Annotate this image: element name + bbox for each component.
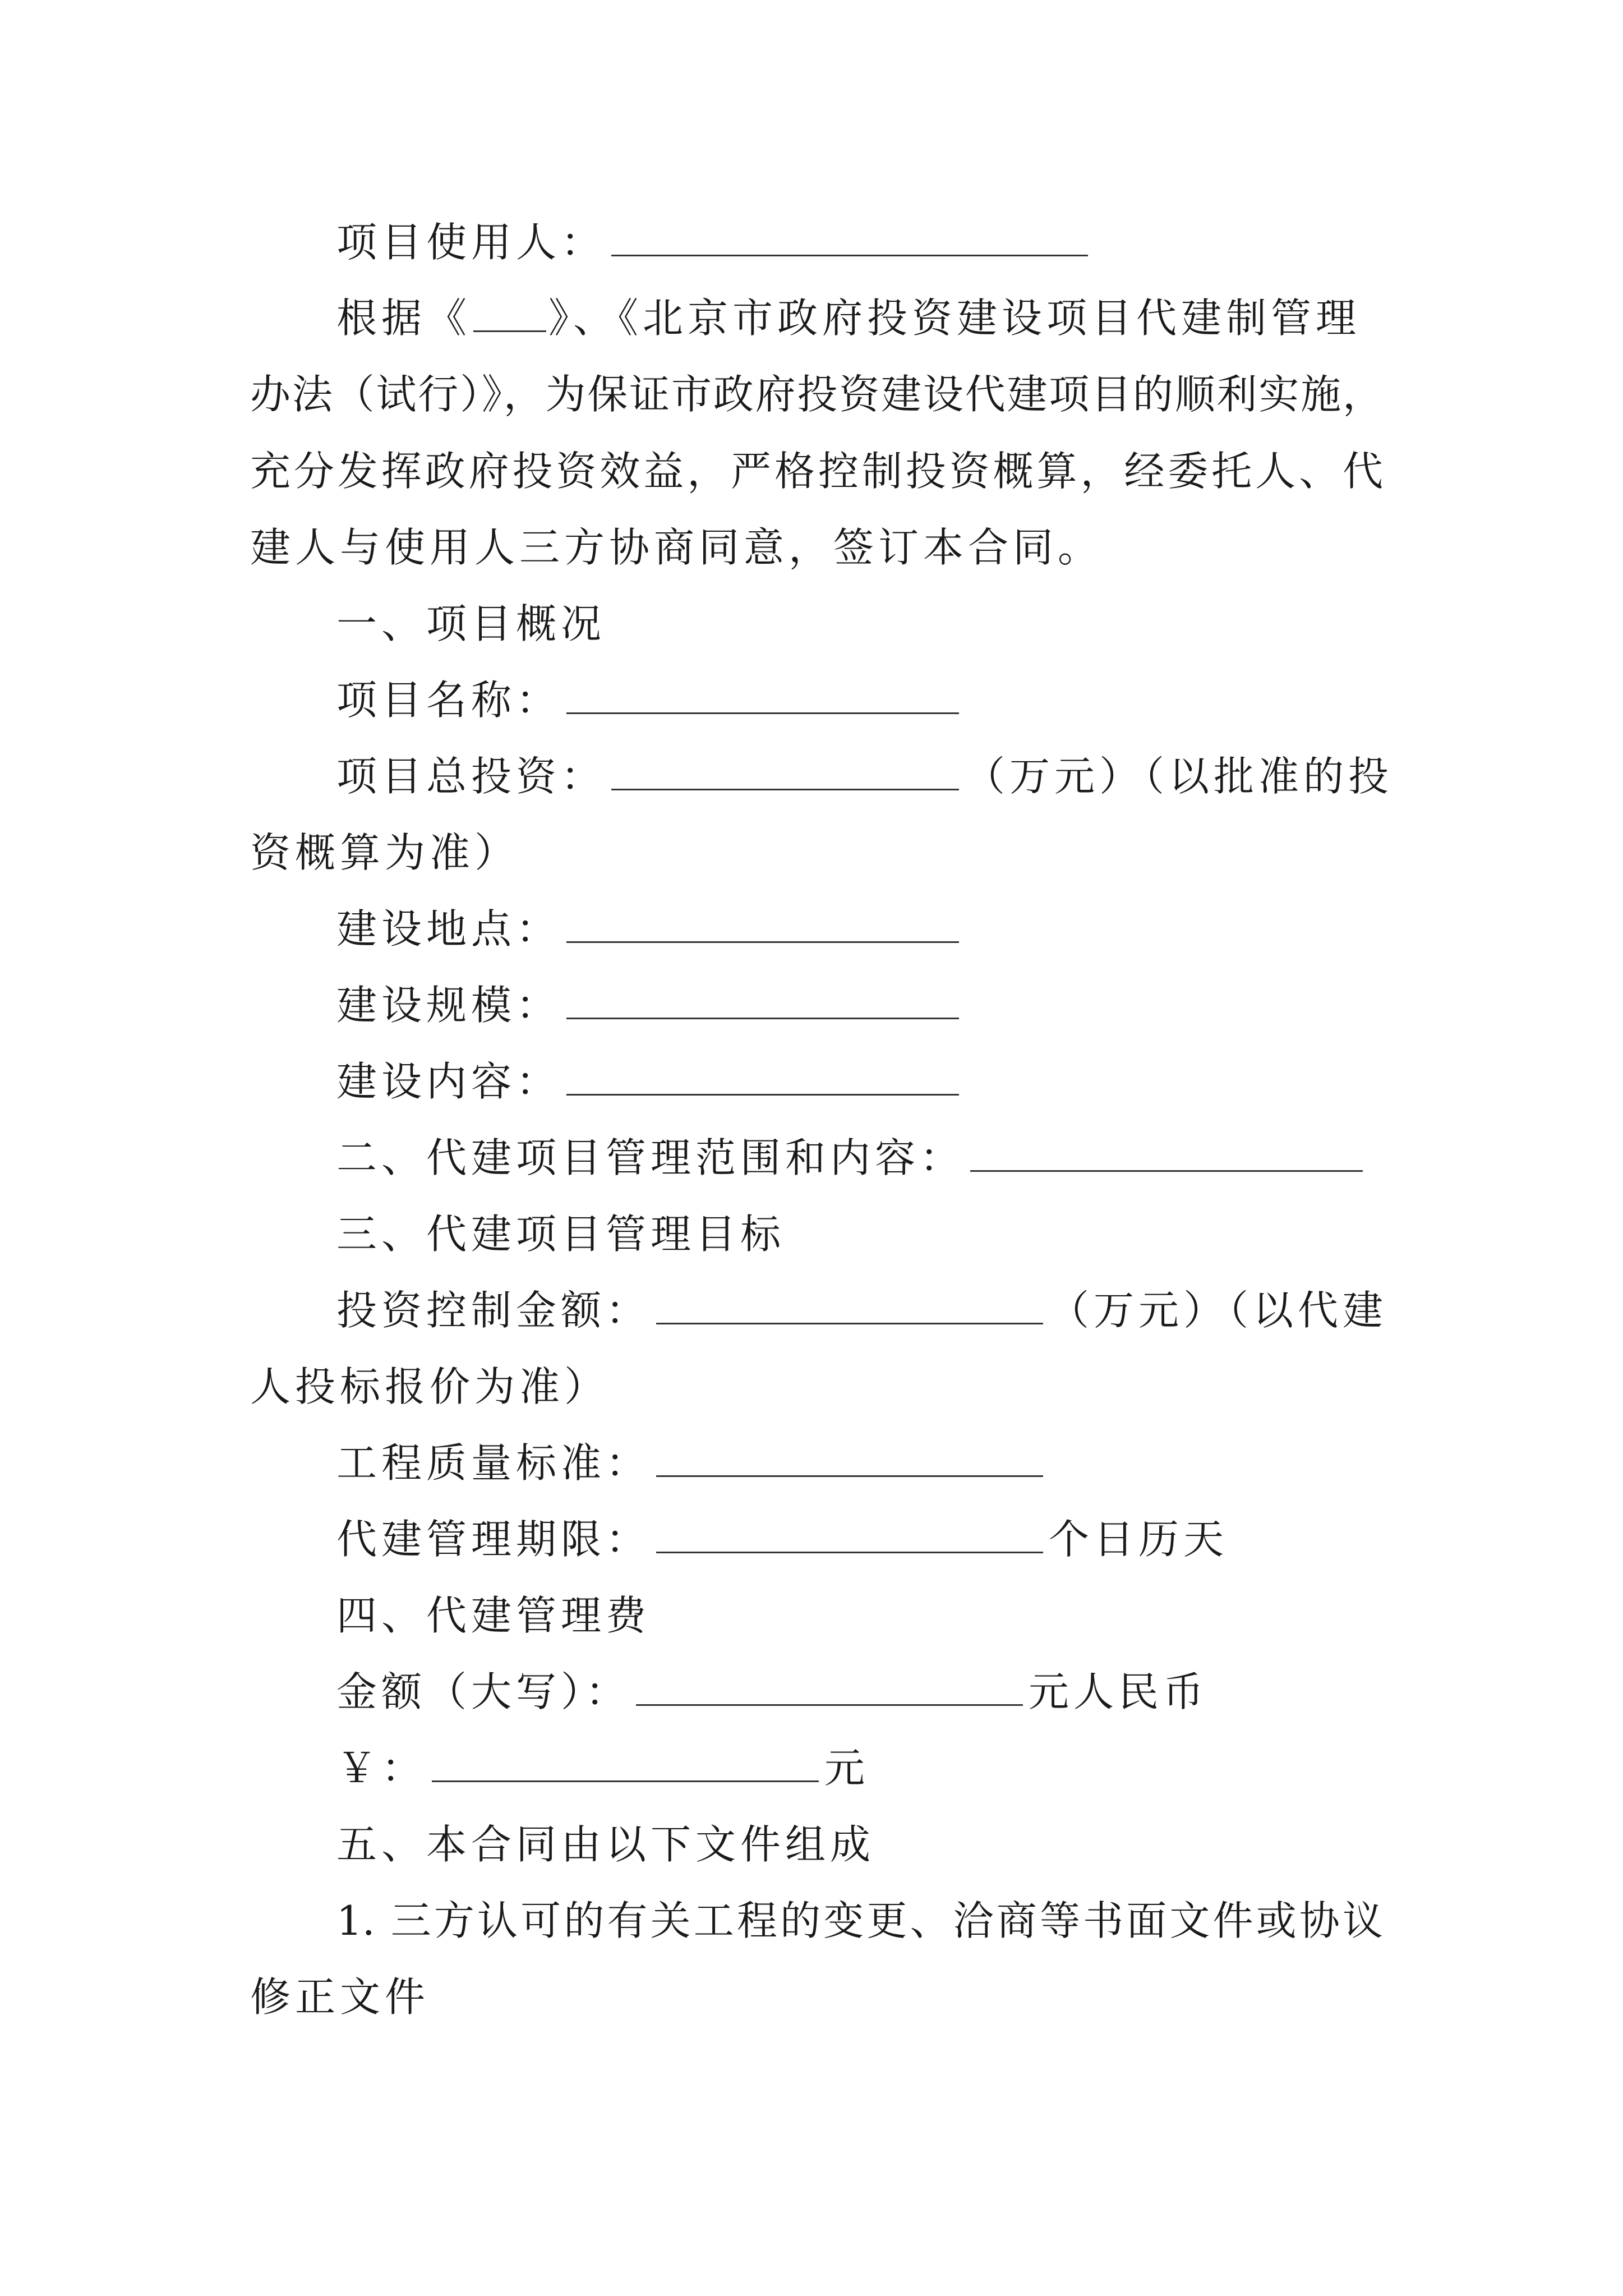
preamble-line-1 <box>336 290 1383 346</box>
scale-line <box>336 977 1383 1033</box>
project-investment-suffix: （万元）（以批准的投 <box>965 753 1394 800</box>
fee-amount-line <box>336 1664 1383 1720</box>
management-period-label: 代建管理期限： <box>336 1516 651 1563</box>
section-5-item-1-line-2: 修正文件 <box>250 1973 430 2021</box>
investment-control-line <box>336 1282 1388 1338</box>
investment-control-label: 投资控制金额： <box>336 1287 651 1334</box>
project-investment-blank[interactable] <box>611 752 959 790</box>
project-user-line <box>336 214 1383 270</box>
regulation-name-blank[interactable] <box>473 293 546 332</box>
section-2-line <box>336 1130 1383 1186</box>
location-blank[interactable] <box>566 904 959 943</box>
fee-amount-blank[interactable] <box>636 1667 1023 1706</box>
management-period-blank[interactable] <box>656 1515 1043 1553</box>
preamble-line-4: 建人与使用人三方协商同意，签订本合同。 <box>250 524 1103 571</box>
fee-amount-label: 金额（大写）： <box>336 1668 631 1715</box>
scale-blank[interactable] <box>566 981 959 1019</box>
quality-standard-label: 工程质量标准： <box>336 1439 651 1487</box>
section-2-heading: 二、代建项目管理范围和内容： <box>336 1134 965 1181</box>
project-user-blank[interactable] <box>611 218 1088 256</box>
fee-amount-suffix: 元人民币 <box>1029 1668 1209 1715</box>
section-4-heading: 四、代建管理费 <box>336 1592 651 1639</box>
preamble-line-1-b: 》、《北京市政府投资建设项目代建制管理 <box>548 295 1361 342</box>
project-name-blank[interactable] <box>566 675 959 714</box>
section-1-heading: 一、项目概况 <box>336 600 606 647</box>
investment-control-line-2: 人投标报价为准） <box>250 1363 610 1410</box>
preamble-line-2: 办法（试行）》，为保证市政府投资建设代建项目的顺利实施， <box>250 371 1383 418</box>
section-5-item-1-line-1: 1. 三方认可的有关工程的变更、洽商等书面文件或协议 <box>336 1897 1383 1944</box>
project-user-label: 项目使用人： <box>336 219 606 266</box>
fee-yen-blank[interactable] <box>432 1743 819 1782</box>
content-line <box>336 1053 1383 1110</box>
project-investment-line <box>336 748 1394 804</box>
section-3-heading: 三、代建项目管理目标 <box>336 1211 786 1258</box>
fee-yen-line <box>336 1740 1383 1796</box>
location-label: 建设地点： <box>336 905 561 953</box>
project-name-line <box>336 672 1383 728</box>
content-label: 建设内容： <box>336 1058 561 1105</box>
investment-control-blank[interactable] <box>656 1286 1043 1324</box>
content-blank[interactable] <box>566 1057 959 1096</box>
quality-standard-line <box>336 1435 1383 1491</box>
management-period-line <box>336 1511 1383 1567</box>
location-line <box>336 901 1383 957</box>
project-name-label: 项目名称： <box>336 677 561 724</box>
fee-yen-label: ￥： <box>336 1745 427 1792</box>
section-5-heading: 五、本合同由以下文件组成 <box>336 1821 875 1868</box>
preamble-line-1-a: 根据《 <box>336 295 472 342</box>
scope-blank[interactable] <box>970 1133 1363 1172</box>
investment-control-suffix: （万元）（以代建 <box>1049 1287 1388 1334</box>
project-investment-label: 项目总投资： <box>336 753 606 800</box>
fee-yen-suffix: 元 <box>824 1745 870 1792</box>
preamble-line-3: 充分发挥政府投资效益，严格控制投资概算，经委托人、代 <box>250 448 1383 495</box>
scale-label: 建设规模： <box>336 982 561 1029</box>
quality-standard-blank[interactable] <box>656 1438 1043 1477</box>
project-investment-line-2: 资概算为准） <box>250 829 520 876</box>
management-period-suffix: 个日历天 <box>1049 1516 1229 1563</box>
